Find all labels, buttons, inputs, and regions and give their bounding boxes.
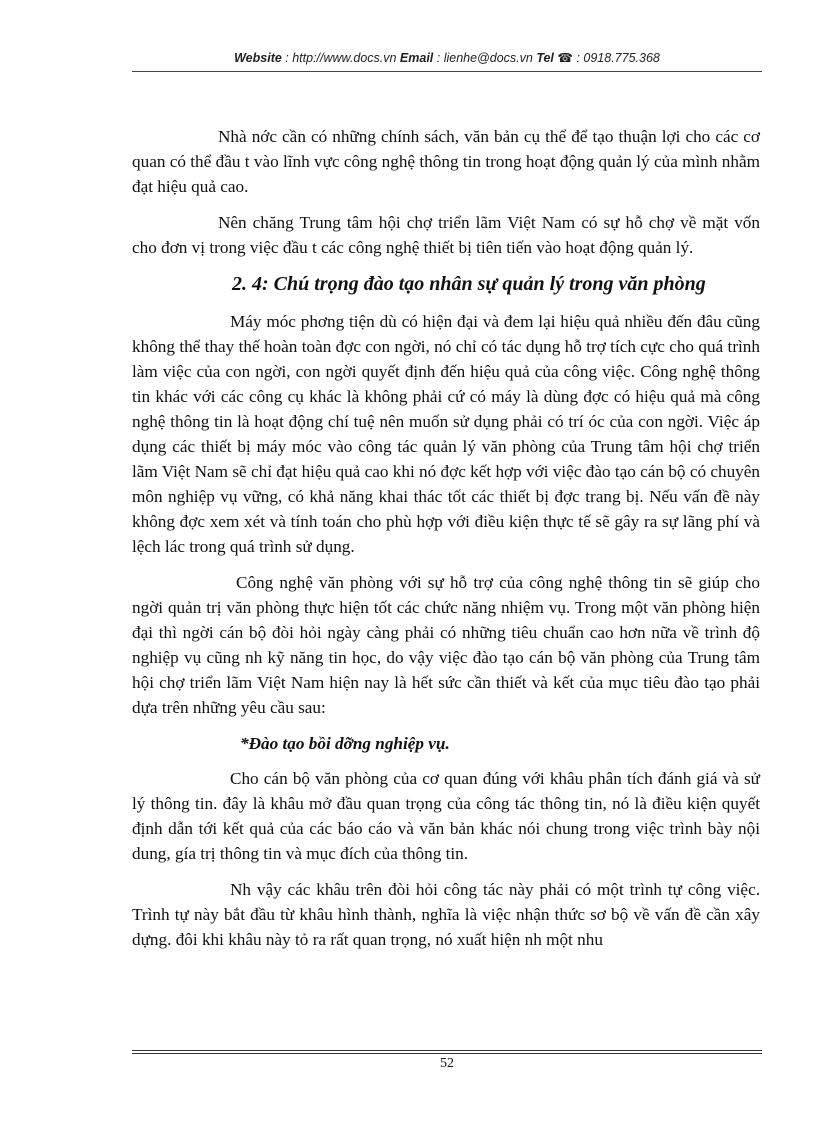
email-value: : lienhe@docs.vn (433, 51, 537, 65)
tel-value: : 0918.775.368 (572, 51, 660, 65)
website-label: Website (234, 51, 282, 65)
page-content (132, 124, 760, 963)
footer-rule-double (132, 1053, 762, 1054)
paragraph-5: Cho cán bộ văn phòng của cơ quan đúng với khâu phân tích đánh giá và sử lý thông tin. đây là khâu mở đầu quan trọng của công tác thông tin, nó là điều kiện quyết định dẫn tới kết quả của các báo cáo và văn bản khác nói chung trong việc trình bày nội dung, gía trị thông tin và mục đích của thông tin. (132, 769, 760, 863)
page-header (132, 50, 762, 65)
page-number: 52 (440, 1056, 454, 1071)
sub-heading: *Đào tạo bồi dỡng nghiệp vụ. (240, 734, 450, 753)
website-value: : http://www.docs.vn (281, 51, 400, 65)
paragraph-3: Máy móc phơng tiện dù có hiện đại và đem lại hiệu quả nhiều đến đâu cũng không thể thay thế hoàn toàn đợc con ngời, nó chỉ có tác dụng hỗ trợ tích cực cho quá trình làm việc của con ngời, con ngời quyết định đến hiệu quả của công việc. Công nghệ thông tin khác với các công cụ khác là không phải cứ có máy là dùng đợc có hiệu quả mà công nghệ thông tin là hoạt động chí tuệ nên muốn sử dụng phải có trí óc của con ngời. Việc áp dụng các thiết bị máy móc vào công tác quản lý văn phòng của Trung tâm hội chợ triển lãm Việt Nam sẽ chỉ đạt hiệu quả cao khi nó đợc kết hợp với việc đào tạo cán bộ có chuyên môn nghiệp vụ vững, có khả năng khai thác tốt các thiết bị đợc trang bị. Nếu vấn đề này không đợc xem xét và tính toán cho phù hợp với điều kiện thực tế sẽ gây ra sự lãng phí và lệch lác trong quá trình sử dụng. (132, 312, 760, 556)
header-rule (132, 71, 762, 72)
footer-rule (132, 1050, 762, 1051)
paragraph-2: Nên chăng Trung tâm hội chợ triển lãm Việt Nam có sự hỗ chợ về mặt vốn cho đơn vị trong việc đầu t các công nghệ thiết bị tiên tiến vào hoạt động quản lý. (132, 213, 760, 257)
tel-label: Tel (536, 51, 554, 65)
paragraph-4: Công nghệ văn phòng với sự hỗ trợ của công nghệ thông tin sẽ giúp cho ngời quản trị văn phòng thực hiện tốt các chức năng nhiệm vụ. Trong một văn phòng hiện đại thì ngời cán bộ đòi hỏi ngày càng phải có những tiêu chuẩn cao hơn nữa về trình độ nghiệp vụ cũng nh kỹ năng tin học, do vậy việc đào tạo cán bộ văn phòng của Trung tâm hội chợ triển lãm Việt Nam hiện nay là hết sức cần thiết và kết của mục tiêu đào tạo phải dựa trên những yêu cầu sau: (132, 573, 760, 717)
paragraph-1: Nhà nớc cần có những chính sách, văn bản cụ thể để tạo thuận lợi cho các cơ quan có thể đầu t vào lĩnh vực công nghệ thông tin trong hoạt động quản lý của mình nhằm đạt hiệu quả cao. (132, 127, 760, 196)
section-heading: 2. 4: Chú trọng đào tạo nhân sự quản lý trong văn phòng (232, 273, 706, 295)
email-label: Email (399, 51, 434, 65)
paragraph-6: Nh vậy các khâu trên đòi hỏi công tác này phải có một trình tự công việc. Trình tự này bắt đầu từ khâu hình thành, nghĩa là việc nhận thức sơ bộ về vấn đề cần xây dựng. đôi khi khâu này tỏ ra rất quan trọng, nó xuất hiện nh một nhu (132, 880, 760, 949)
telephone-icon: ☎ (557, 51, 573, 65)
